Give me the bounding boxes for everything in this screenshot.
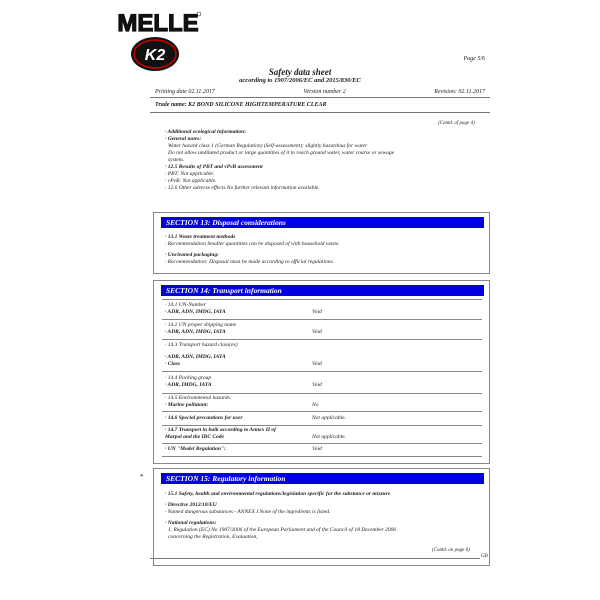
regulation-line: concerning the Registration, Evaluation, — [168, 534, 258, 540]
packaging-recommendation-line: · Recommendation: Disposal must be made according to official regulations. — [165, 259, 335, 265]
document-subtitle: according to 1907/2006/EC and 2015/830/EC — [239, 77, 361, 84]
transport-row-special-precautions — [162, 411, 482, 426]
section-15-header: SECTION 15: Regulatory information — [161, 473, 484, 484]
row-sublabel: · ADR, ADN, IMDG, IATA — [165, 309, 226, 315]
transport-row-shipping-name — [162, 319, 482, 340]
row-value: Void — [312, 309, 322, 315]
row-value: Void — [312, 329, 322, 335]
row-sublabel: · ADR, IMDG, IATA — [165, 382, 212, 388]
section-13-body — [165, 234, 340, 266]
adverse-effects-line: · 12.6 Other adverse effects No further relevant information available. — [165, 185, 320, 191]
row-sublabel: · ADR, ADN, IMDG, IATA — [165, 329, 226, 335]
section-13-header: SECTION 13: Disposal considerations — [161, 217, 484, 228]
pbt-line: · PBT: Not applicable. — [165, 171, 215, 177]
row-value: Void — [312, 382, 322, 388]
document-title: Safety data sheet — [268, 67, 332, 77]
row-label: · 14.1 UN-Number — [165, 302, 206, 308]
tradename-divider — [150, 112, 490, 113]
eco-heading: · Additional ecological information: — [165, 129, 247, 135]
row-value: Not applicable. — [312, 415, 346, 421]
contd-on-next: (Contd. on page 6) — [432, 548, 470, 553]
row-value: Not applicable. — [312, 434, 346, 440]
footer-divider — [150, 558, 485, 559]
transport-row-un-number — [162, 299, 482, 320]
row-sublabel: Marpol and the IBC Code — [165, 434, 224, 440]
recommendation-line: · Recommendation Smaller quantities can be disposed of with household waste. — [165, 241, 340, 247]
transport-row-model-regulation — [162, 443, 482, 457]
row-label: · 14.4 Packing group — [165, 375, 212, 381]
row-value: No — [312, 402, 319, 408]
document-meta — [155, 89, 485, 95]
header-divider — [150, 97, 490, 98]
row-label: · UN "Model Regulation": — [165, 446, 226, 452]
row-label: · 14.5 Environmental hazards: — [165, 395, 232, 401]
row-label: · 14.2 UN proper shipping name — [165, 322, 237, 328]
row-label: · 14.3 Transport hazard class(es) — [165, 342, 238, 348]
named-substances-line: · Named dangerous substances - ANNEX I None of the ingredients is listed. — [165, 509, 331, 515]
transport-row-environmental — [162, 393, 482, 412]
page-number: Page 5/6 — [463, 56, 485, 62]
section-15-body — [165, 491, 396, 541]
melle-logo — [113, 10, 203, 34]
vpvb-line: · vPvB: Not applicable. — [165, 178, 217, 184]
eco-line: Water hazard class 1 (German Regulation) (Self-assessment): slightly hazardous for water — [168, 143, 368, 149]
row-value: Void — [312, 361, 322, 367]
footer-language-code: GB — [481, 554, 488, 559]
eco-info-block — [165, 129, 394, 192]
eco-line: system. — [168, 157, 185, 163]
row-sublabel: · Marine pollutant: — [165, 402, 209, 408]
waste-treatment-heading: · 13.1 Waste treatment methods — [165, 234, 236, 240]
national-regulations-heading: · National regulations: — [165, 520, 217, 526]
uncleaned-packaging-heading: · Uncleaned packaging: — [165, 252, 219, 258]
revision-date: Revision: 02.11.2017 — [434, 89, 485, 95]
transport-row-hazard-class — [162, 339, 482, 372]
eco-line: Do not allow undiluted product or large quantities of it to reach ground water, water course or sewage — [168, 150, 395, 156]
section-14-header: SECTION 14: Transport information — [161, 285, 484, 296]
transport-row-bulk — [162, 425, 482, 444]
trade-name: Trade name: K2 BOND SILICONE HIGHTEMPERATURE CLEAR — [155, 102, 327, 108]
pbt-heading: · 12.5 Results of PBT and vPvB assessment — [165, 164, 263, 170]
transport-row-packing-group — [162, 371, 482, 394]
contd-from-previous: (Contd. of page 4) — [438, 121, 475, 126]
row-label: · 14.7 Transport in bulk according to Annex II of — [165, 427, 276, 433]
general-notes-heading: · General notes: — [165, 136, 202, 142]
directive-heading: · Directive 2012/18/EU — [165, 502, 217, 508]
row-label: · 14.6 Special precautions for user — [165, 415, 243, 421]
row-sublabel-class: · Class — [165, 361, 180, 367]
legislation-heading: · 15.1 Safety, health and environmental regulations/legislation specific for the substance or mixture — [165, 491, 391, 497]
k2-logo-text: K2 — [144, 47, 166, 64]
version-number: Version number 2 — [303, 89, 346, 95]
row-sublabel: · ADR, ADN, IMDG, IATA — [165, 354, 226, 360]
printing-date: Printing date 02.11.2017 — [155, 89, 215, 95]
melle-logo-text: MELLE — [117, 10, 199, 34]
regulation-line: 1. Regulation (EC) No 1907/2006 of the European Parliament and of the Council of 18 December 2006 — [168, 527, 397, 533]
row-value: Void — [312, 446, 322, 452]
revision-star-marker: * — [140, 473, 144, 481]
